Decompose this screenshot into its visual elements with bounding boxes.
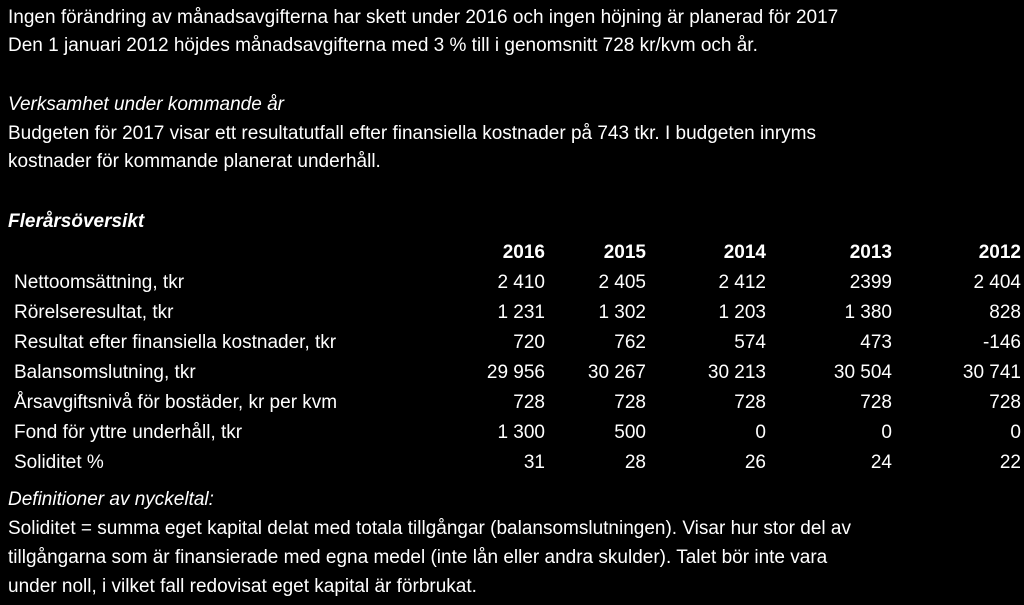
- table-cell: 29 956: [486, 362, 545, 383]
- table-cell: 728: [614, 392, 646, 413]
- table-cell: 728: [734, 392, 766, 413]
- table-cell: 762: [614, 332, 646, 353]
- year-header: 2013: [849, 242, 892, 263]
- row-label: Rörelseresultat, tkr: [14, 302, 174, 323]
- year-header: 2012: [978, 242, 1021, 263]
- table-header-row: [0, 238, 1024, 268]
- table-cell: 30 213: [707, 362, 766, 383]
- table-cell: 2 412: [718, 272, 766, 293]
- definitions-line-1: Soliditet = summa eget kapital delat med totala tillgångar (balansomslutningen). Visar hur stor del av: [8, 518, 851, 539]
- table-cell: 0: [1010, 422, 1021, 443]
- table-cell: 1 203: [718, 302, 766, 323]
- intro-line-1: Ingen förändring av månadsavgifterna har skett under 2016 och ingen höjning är planerad för 2017: [8, 7, 839, 28]
- table-cell: 2 404: [973, 272, 1021, 293]
- row-label: Balansomslutning, tkr: [14, 362, 196, 383]
- table-cell: 2 405: [598, 272, 646, 293]
- table-cell: 26: [744, 452, 766, 473]
- table-cell: 720: [513, 332, 545, 353]
- table-cell: 2 410: [497, 272, 545, 293]
- row-label: Resultat efter finansiella kostnader, tkr: [14, 332, 337, 353]
- activity-line-1: Budgeten för 2017 visar ett resultatutfall efter finansiella kostnader på 743 tkr. I budgeten inryms: [8, 123, 816, 144]
- year-header: 2015: [603, 242, 646, 263]
- table-cell: 22: [999, 452, 1021, 473]
- row-label: Fond för yttre underhåll, tkr: [14, 422, 243, 443]
- table-row: [0, 328, 1024, 358]
- table-row: [0, 448, 1024, 478]
- table-cell: 2399: [849, 272, 892, 293]
- table-cell: 500: [614, 422, 646, 443]
- table-cell: 728: [989, 392, 1021, 413]
- table-cell: 24: [870, 452, 892, 473]
- definitions-heading: Definitioner av nyckeltal:: [8, 489, 214, 510]
- table-cell: 28: [624, 452, 646, 473]
- overview-heading: Flerårsöversikt: [8, 211, 145, 232]
- table-cell: 473: [860, 332, 892, 353]
- table-cell: 30 504: [833, 362, 892, 383]
- activity-line-2: kostnader för kommande planerat underhåll.: [8, 151, 381, 172]
- table-cell: -146: [982, 332, 1021, 353]
- multi-year-overview-table: [0, 238, 1024, 478]
- table-row: [0, 268, 1024, 298]
- row-label: Soliditet %: [14, 452, 104, 473]
- table-cell: 30 267: [587, 362, 646, 383]
- table-row: [0, 388, 1024, 418]
- table-cell: 574: [734, 332, 766, 353]
- table-row: [0, 418, 1024, 448]
- year-header: 2014: [723, 242, 766, 263]
- definitions-line-2: tillgångarna som är finansierade med egna medel (inte lån eller andra skulder). Talet bör inte vara: [8, 547, 828, 568]
- row-label: Årsavgiftsnivå för bostäder, kr per kvm: [14, 392, 338, 413]
- table-cell: 1 300: [497, 422, 545, 443]
- definitions-line-3: under noll, i vilket fall redovisat eget kapital är förbrukat.: [8, 576, 477, 597]
- table-cell: 1 302: [598, 302, 646, 323]
- table-cell: 828: [989, 302, 1021, 323]
- table-cell: 728: [513, 392, 545, 413]
- row-label: Nettoomsättning, tkr: [14, 272, 185, 293]
- table-cell: 0: [881, 422, 892, 443]
- table-cell: 0: [755, 422, 766, 443]
- table-cell: 31: [523, 452, 545, 473]
- year-header: 2016: [502, 242, 545, 263]
- table-cell: 728: [860, 392, 892, 413]
- table-cell: 1 380: [844, 302, 892, 323]
- table-cell: 30 741: [962, 362, 1021, 383]
- table-row: [0, 358, 1024, 388]
- activity-heading: Verksamhet under kommande år: [8, 94, 284, 115]
- table-row: [0, 298, 1024, 328]
- table-cell: 1 231: [497, 302, 545, 323]
- intro-line-2: Den 1 januari 2012 höjdes månadsavgifterna med 3 % till i genomsnitt 728 kr/kvm och år.: [8, 35, 758, 56]
